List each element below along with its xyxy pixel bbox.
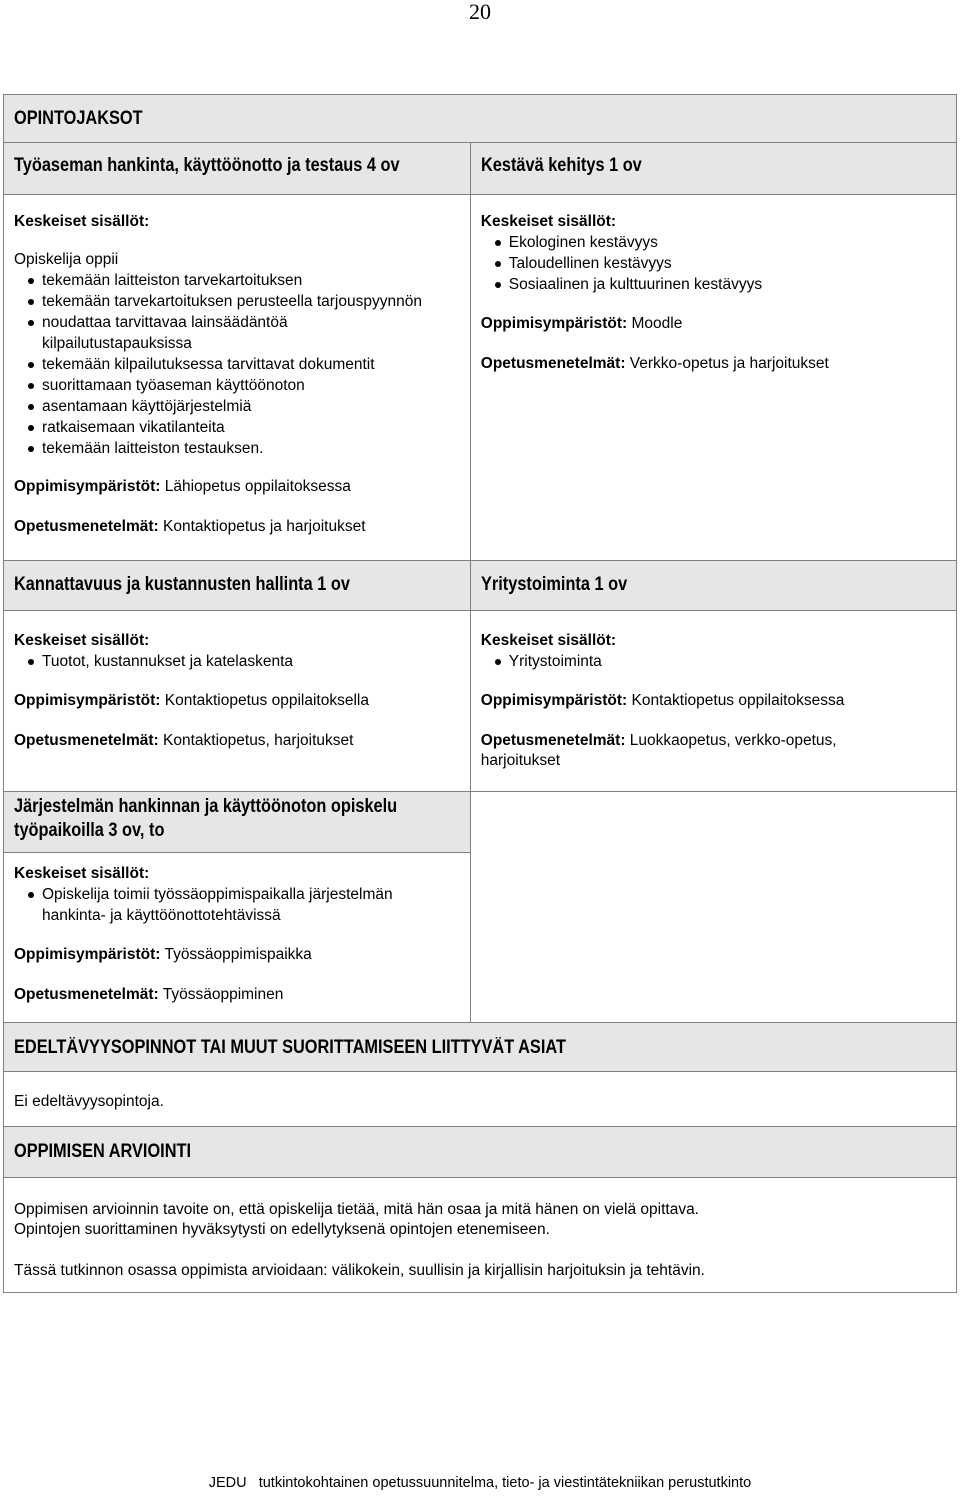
prerequisites-body: [4, 1072, 957, 1127]
environment-line: Oppimisympäristöt: Työssäoppimispaikka: [14, 946, 312, 963]
list-item: Taloudellinen kestävyys: [481, 253, 946, 274]
content-label: Keskeiset sisällöt:: [14, 865, 150, 882]
list-item: tekemään tarvekartoituksen perusteella tarjouspyynnön: [14, 291, 460, 312]
list-item: Tuotot, kustannukset ja katelaskenta: [14, 651, 460, 672]
methods-line: Opetusmenetelmät: Kontaktiopetus ja harjoitukset: [14, 518, 366, 535]
course-title-cell-tyoasema: [4, 143, 471, 195]
list-item: Opiskelija toimii työssäoppimispaikalla järjestelmän hankinta- ja käyttöönottotehtävissä: [14, 884, 460, 926]
list-item-continuation: kilpailutustapauksissa: [42, 335, 192, 352]
methods-line: Opetusmenetelmät: Kontaktiopetus, harjoitukset: [14, 732, 354, 749]
course-title-cell-yritystoiminta: [470, 561, 956, 611]
content-label: Keskeiset sisällöt:: [14, 632, 150, 649]
content-label: Keskeiset sisällöt:: [14, 213, 150, 230]
course-title: Yritystoiminta 1 ov: [480, 574, 627, 595]
section-header-edeltavyys: [4, 1023, 957, 1072]
content-list: [14, 651, 460, 672]
environment-line: Oppimisympäristöt: Kontaktiopetus oppilaitoksella: [14, 692, 369, 709]
content-label: Keskeiset sisällöt:: [480, 632, 617, 649]
course-title: Kannattavuus ja kustannusten hallinta 1 ov: [14, 574, 350, 595]
list-item: Ekologinen kestävyys: [481, 232, 946, 253]
environment-line: Oppimisympäristöt: Moodle: [480, 315, 683, 332]
list-item: Yritystoiminta: [481, 651, 946, 672]
curriculum-table: [3, 94, 957, 1293]
section-title: OPINTOJAKSOT: [14, 108, 143, 129]
list-item: suorittamaan työaseman käyttöönoton: [14, 375, 460, 396]
course-body-yritystoiminta: [470, 611, 956, 792]
page-number: 20: [469, 0, 491, 24]
list-item: tekemään laitteiston tarvekartoituksen: [14, 270, 460, 291]
intro-text: Opiskelija oppii: [14, 251, 119, 268]
environment-line: Oppimisympäristöt: Lähiopetus oppilaitoksessa: [14, 478, 351, 495]
environment-line: Oppimisympäristöt: Kontaktiopetus oppilaitoksessa: [480, 692, 845, 709]
prerequisites-text: Ei edeltävyysopintoja.: [14, 1093, 164, 1110]
section-header-opintojaksot: [4, 95, 957, 143]
course-body-kannattavuus: [4, 611, 471, 792]
methods-line: Opetusmenetelmät: Verkko-opetus ja harjoitukset: [480, 355, 829, 372]
course-title-cell-kestava: [470, 143, 956, 195]
section-title: OPPIMISEN ARVIOINTI: [14, 1141, 192, 1162]
methods-line: Opetusmenetelmät: Työssäoppiminen: [14, 986, 284, 1003]
course-title: Järjestelmän hankinnan ja käyttöönoton opiskelu: [14, 796, 398, 817]
empty-cell: [470, 792, 956, 1023]
content-list: [14, 884, 460, 926]
assessment-text: Tässä tutkinnon osassa oppimista arvioidaan: välikokein, suullisin ja kirjallisin harjoituksin ja tehtävin.: [14, 1262, 705, 1279]
methods-line-continuation: harjoitukset: [480, 752, 561, 769]
course-title-cell-kannattavuus: [4, 561, 471, 611]
content-list: [481, 232, 946, 295]
methods-line: Opetusmenetelmät: Luokkaopetus, verkko-opetus,: [480, 732, 837, 749]
footer: JEDU tutkintokohtainen opetussuunnitelma, tieto- ja viestintätekniikan perustutkinto: [208, 1475, 752, 1491]
list-item: Sosiaalinen ja kulttuurinen kestävyys: [481, 274, 946, 295]
content-label: Keskeiset sisällöt:: [480, 213, 617, 230]
course-title-cell-jarjestelma: [4, 792, 471, 853]
list-item: ratkaisemaan vikatilanteita: [14, 417, 460, 438]
course-body-jarjestelma: [4, 853, 471, 1023]
list-item: asentamaan käyttöjärjestelmiä: [14, 396, 460, 417]
course-title: Kestävä kehitys 1 ov: [480, 155, 642, 176]
course-body-kestava: [470, 195, 956, 561]
assessment-body: [4, 1178, 957, 1293]
content-list: [481, 651, 946, 672]
course-title-continuation: työpaikoilla 3 ov, to: [14, 820, 165, 841]
course-title: Työaseman hankinta, käyttöönotto ja testaus 4 ov: [14, 155, 400, 176]
list-item: tekemään laitteiston testauksen.: [14, 438, 460, 459]
section-header-arviointi: [4, 1127, 957, 1178]
list-item: noudattaa tarvittavaa lainsäädäntöä: [14, 312, 460, 333]
list-item: tekemään kilpailutuksessa tarvittavat dokumentit: [14, 354, 460, 375]
assessment-text: Oppimisen arvioinnin tavoite on, että opiskelija tietää, mitä hän osaa ja mitä hänen on vielä opittava.: [14, 1201, 699, 1218]
section-title: EDELTÄVYYSOPINNOT TAI MUUT SUORITTAMISEEN LIITTYVÄT ASIAT: [14, 1037, 566, 1058]
assessment-text: Opintojen suorittaminen hyväksytysti on edellytyksenä opintojen etenemiseen.: [14, 1221, 550, 1238]
course-body-tyoasema: [4, 195, 471, 561]
content-list: [14, 270, 460, 459]
